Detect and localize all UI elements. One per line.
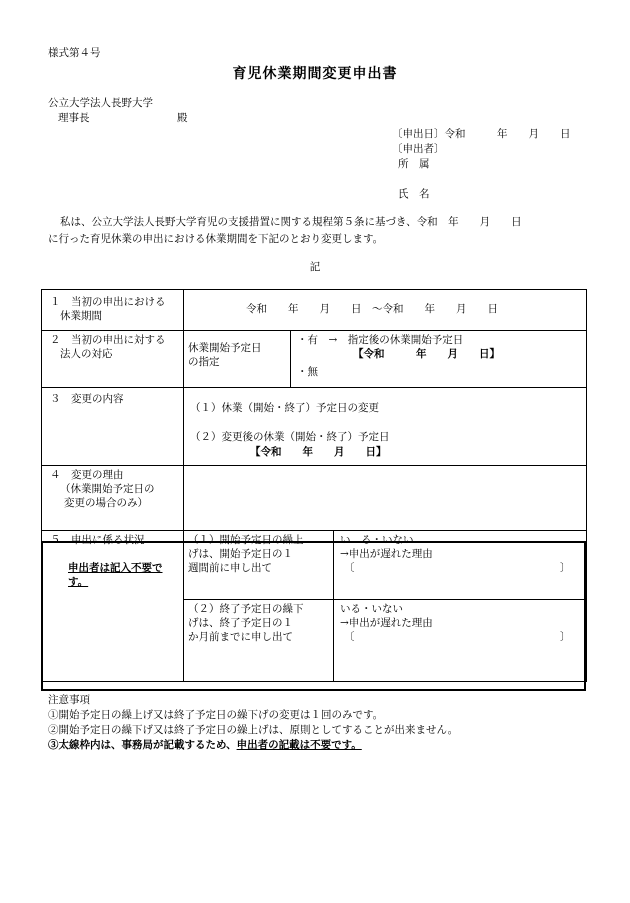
- row5a-bracket-close: 〕: [560, 562, 571, 574]
- addressee-honorific: 殿: [177, 112, 188, 124]
- row-corporation-response: [42, 331, 587, 388]
- body-line-1: 私は、公立大学法人長野大学育児の支援措置に関する規程第５条に基づき、令和 年 月 日: [60, 216, 522, 228]
- ki-heading: 記: [309, 261, 321, 273]
- application-date-label: 〔申出日〕令和 年 月 日: [392, 128, 571, 140]
- form-number: 様式第４号: [48, 47, 101, 59]
- row5-note-2: す。: [68, 576, 89, 588]
- notes-heading: 注意事項: [48, 694, 90, 706]
- row-change-content: [42, 388, 587, 466]
- row4-label-3: 変更の場合のみ）: [64, 497, 148, 509]
- row5a-text-3: 週間前に申し出て: [188, 562, 272, 574]
- note-3-part-b: 申出者の記載は不要です。: [236, 739, 362, 751]
- row4-label-1: ４ 変更の理由: [50, 469, 124, 481]
- row5b-text-2: げは、終了予定日の１: [188, 617, 293, 630]
- note-3-part-a: ③太線枠内は、事務局が記載するため、: [48, 739, 237, 751]
- row5a-bracket-open: 〔: [344, 562, 355, 574]
- applicant-label: 〔申出者〕: [392, 143, 445, 155]
- department-label: 所 属: [398, 158, 430, 170]
- row-original-period: [42, 290, 587, 331]
- row5b-choice[interactable]: いる・いない: [340, 603, 403, 616]
- row5a-text-1: （１）開始予定日の繰上: [188, 534, 304, 546]
- name-label: 氏 名: [398, 188, 430, 200]
- row5b-bracket-close: 〕: [560, 631, 571, 644]
- row2-yes-option: ・有 → 指定後の休業開始予定日: [297, 334, 464, 346]
- row5-label: ５ 申出に係る状況: [50, 534, 145, 546]
- row5b-text-1: （２）終了予定日の繰下: [188, 603, 304, 616]
- row5b-reason-label: →申出が遅れた理由: [340, 617, 433, 630]
- row5b-bracket-open: 〔: [344, 631, 355, 644]
- row2-label-1: ２ 当初の申出に対する: [50, 334, 166, 346]
- row3-label: ３ 変更の内容: [50, 393, 124, 405]
- row2-yes-date: 【令和 年 月 日】: [353, 348, 500, 360]
- row1-label-1: １ 当初の申出における: [50, 296, 166, 308]
- row2-sub-2: の指定: [188, 356, 220, 368]
- row-change-reason: [42, 466, 587, 531]
- page-title: 育児休業期間変更申出書: [232, 66, 398, 82]
- form-table: [41, 289, 587, 682]
- note-3: [48, 739, 362, 752]
- addressee-org: 公立大学法人長野大学: [48, 97, 153, 109]
- row2-no-option: ・無: [297, 366, 318, 378]
- row4-label-2: （休業開始予定日の: [60, 483, 155, 495]
- row3-item-1: （１）休業（開始・終了）予定日の変更: [190, 402, 379, 414]
- row3-item-2: （２）変更後の休業（開始・終了）予定日: [190, 431, 390, 443]
- row1-label-2: 休業期間: [60, 310, 102, 322]
- row1-period: 令和 年 月 日 ～令和 年 月 日: [246, 303, 498, 315]
- note-1: ①開始予定日の繰上げ又は終了予定日の繰下げの変更は１回のみです。: [48, 709, 384, 721]
- row3-date: 【令和 年 月 日】: [250, 446, 387, 458]
- note-2: ②開始予定日の繰下げ又は終了予定日の繰上げは、原則としてすることが出来ません。: [48, 724, 459, 736]
- row-status-a: [42, 531, 587, 600]
- row5a-choice[interactable]: い る・いない: [340, 534, 414, 546]
- row5b-text-3: か月前までに申し出て: [188, 631, 293, 644]
- addressee-title: 理事長: [58, 112, 90, 124]
- row2-label-2: 法人の対応: [60, 348, 113, 360]
- row5a-text-2: げは、開始予定日の１: [188, 548, 293, 560]
- row5-note-1: 申出者は記入不要で: [68, 562, 163, 574]
- row2-sub-1: 休業開始予定日: [188, 342, 262, 354]
- row5a-reason-label: →申出が遅れた理由: [340, 548, 433, 560]
- body-line-2: に行った育児休業の申出における休業期間を下記のとおり変更します。: [48, 233, 384, 245]
